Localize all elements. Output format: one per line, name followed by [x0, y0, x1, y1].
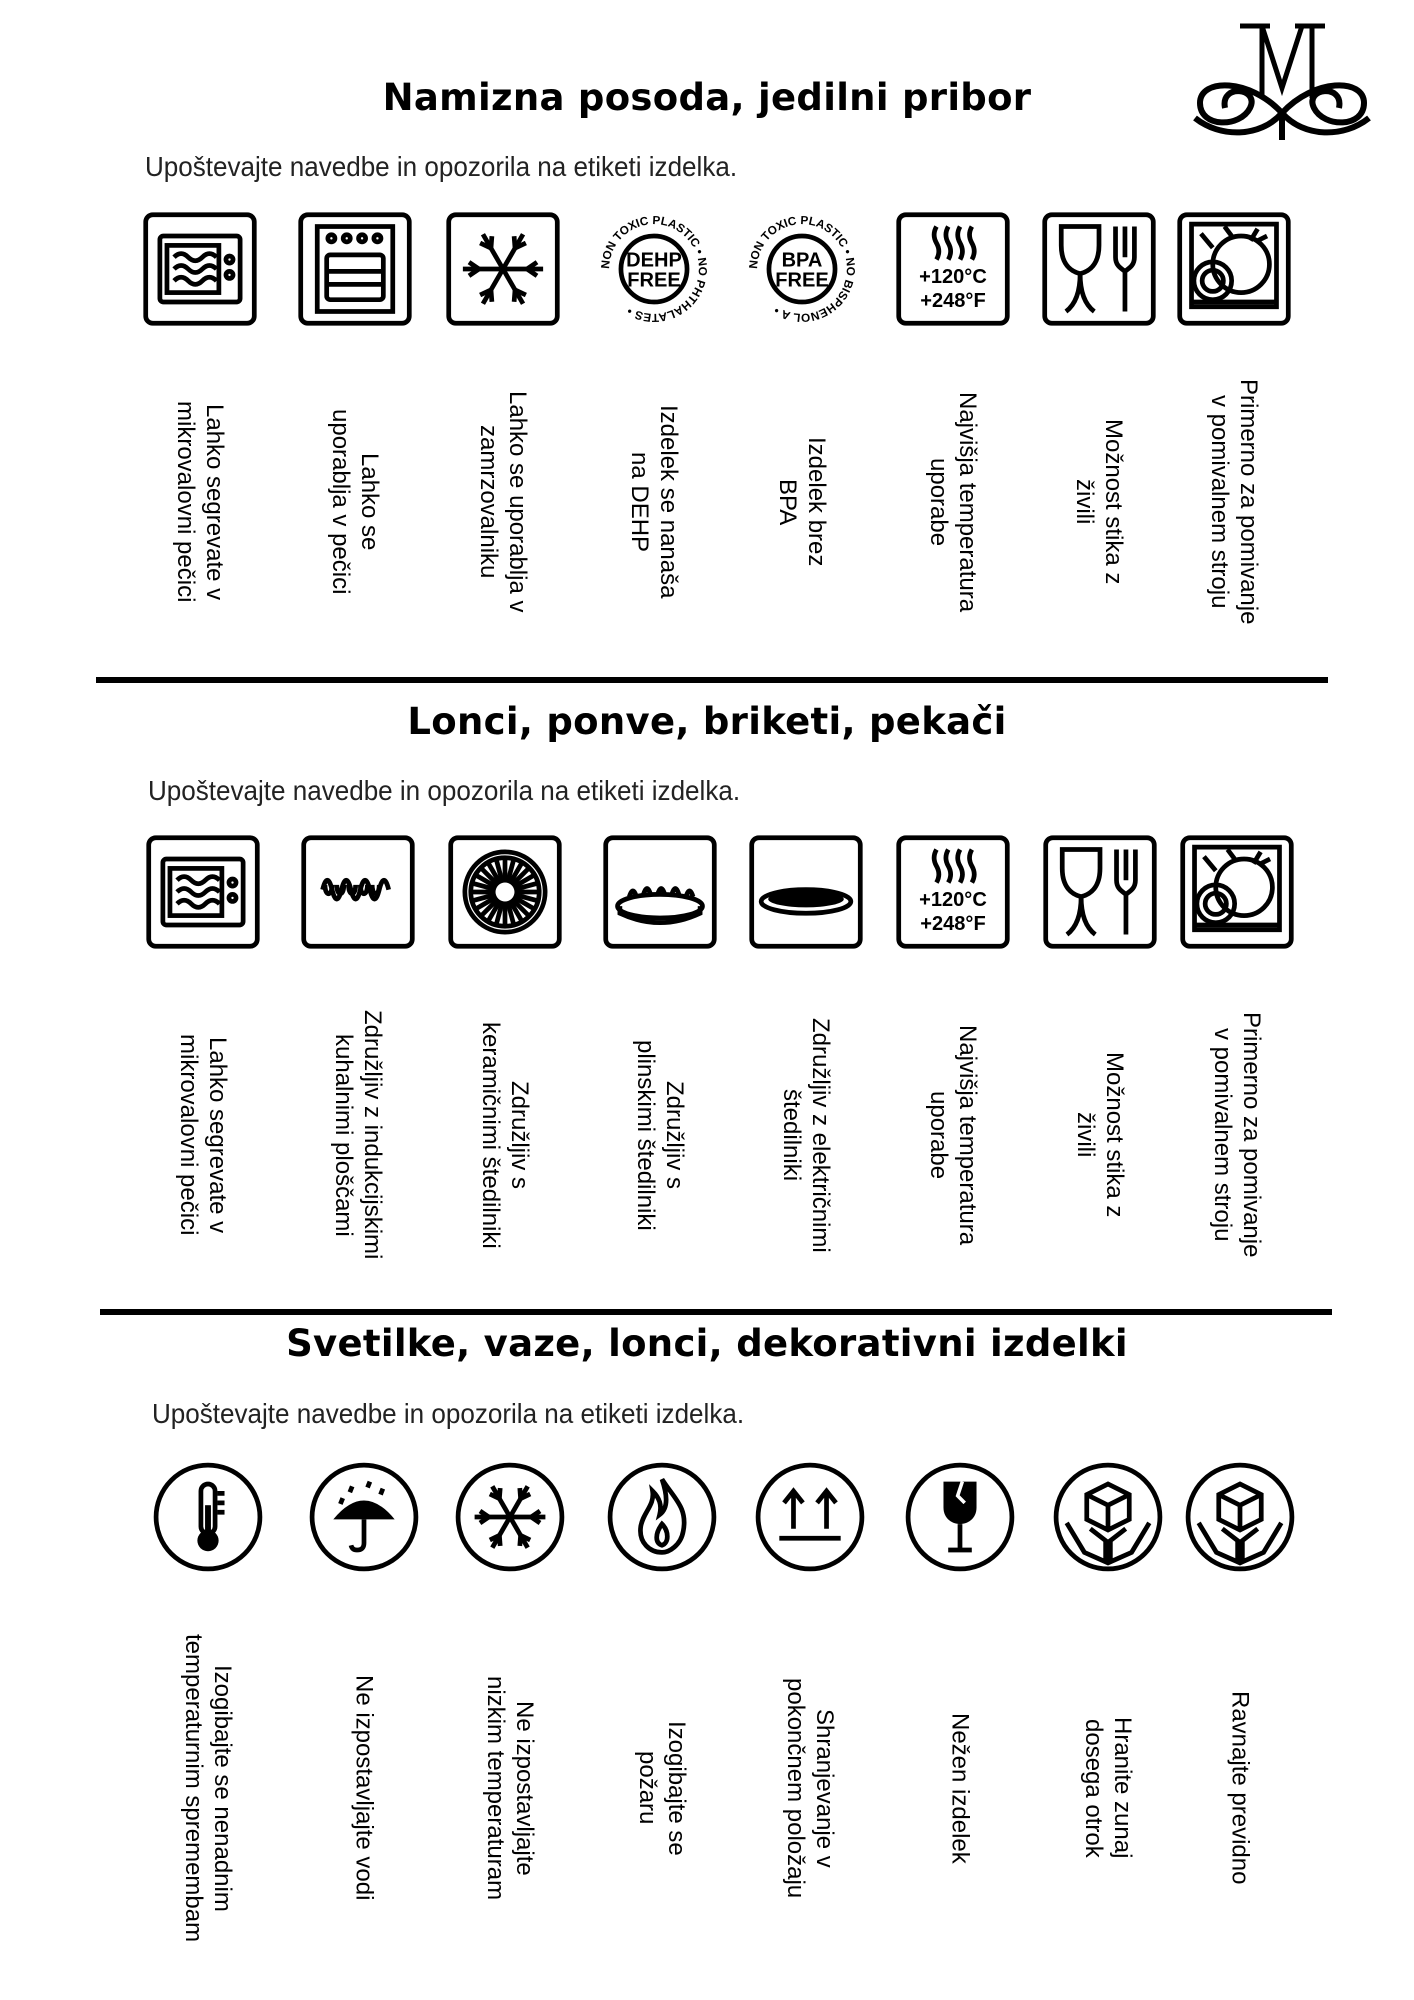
ceramic-hob-icon: [446, 833, 564, 951]
symbol-description: Nežen izdelek: [946, 1712, 974, 1864]
label-note: Upoštevajte navedbe in opozorila na etiketi izdelka.: [152, 1398, 745, 1429]
induction-icon: [299, 833, 417, 951]
symbol-description: Združljiv s keramičnimi štedilniki: [477, 1021, 533, 1249]
symbol-description: Izogibajte se nenadnim temperaturnim spremembam: [180, 1633, 236, 1943]
stamp-ring-text: NON TOXIC PLASTIC • NO PHTHALATES •: [599, 214, 709, 324]
electric-hob-icon: [747, 833, 865, 951]
svg-text:+120°C: +120°C: [919, 889, 987, 912]
umbrella-rain-icon: [305, 1458, 423, 1576]
microwave-icon: [144, 833, 262, 951]
snowflake-circle-icon: [451, 1458, 569, 1576]
symbol-description: Najvišja temperatura uporabe: [925, 391, 981, 613]
bpa-free-stamp-icon: [743, 210, 861, 328]
section-divider: [96, 677, 1328, 683]
symbol-description: Ravnajte previdno: [1226, 1691, 1254, 1885]
thermometer-icon: [149, 1458, 267, 1576]
food-safe-icon: [1040, 210, 1158, 328]
symbol-description: Lahko segrevate v mikrovalovni pečici: [172, 401, 228, 603]
section-title: Namizna posoda, jedilni pribor: [382, 76, 1032, 119]
dehp-free-stamp-icon: [595, 210, 713, 328]
food-safe-icon: [1041, 833, 1159, 951]
svg-text:+248°F: +248°F: [920, 289, 986, 312]
symbol-description: Najvišja temperatura uporabe: [925, 1024, 981, 1246]
label-note: Upoštevajte navedbe in opozorila na etiketi izdelka.: [145, 151, 738, 182]
symbol-description: Lahko segrevate v mikrovalovni pečici: [175, 1034, 231, 1236]
gas-burner-icon: [601, 833, 719, 951]
symbol-description: Možnost stika z živili: [1071, 419, 1127, 585]
section-title: Lonci, ponve, briketi, pekači: [407, 700, 1007, 743]
svg-text:DEHP: DEHP: [626, 249, 682, 272]
symbol-description: Shranjevanje v pokončnem položaju: [782, 1677, 838, 1899]
symbol-description: Lahko se uporablja v zamrzovalniku: [475, 391, 531, 613]
fragile-glass-icon: [901, 1458, 1019, 1576]
stamp-ring-text: NON TOXIC PLASTIC • NO BISPHENOL A •: [747, 214, 857, 325]
symbol-description: Primerno za pomivanje v pomivalnem stroju: [1206, 379, 1262, 625]
symbol-description: Možnost stika z živili: [1072, 1052, 1128, 1218]
label-note: Upoštevajte navedbe in opozorila na etiketi izdelka.: [148, 775, 741, 806]
symbol-description: Ne izpostavljajte vodi: [350, 1675, 378, 1901]
dishwasher-icon: [1175, 210, 1293, 328]
symbol-description: Lahko se uporablja v pečici: [327, 409, 383, 595]
oven-icon: [296, 210, 414, 328]
symbol-description: Združljiv s plinskimi štedilniki: [632, 1039, 688, 1231]
symbol-description: Ne izpostavljajte nizkim temperaturam: [482, 1675, 538, 1901]
svg-text:FREE: FREE: [775, 269, 829, 292]
section-divider: [100, 1309, 1332, 1315]
max-temperature-icon: [894, 833, 1012, 951]
symbol-description: Izdelek se nanaša na DEHP: [626, 405, 682, 599]
symbol-description: Izdelek brez BPA: [774, 437, 830, 567]
symbol-description: Združljiv z električnimi štedilniki: [778, 1017, 834, 1253]
svg-text:+120°C: +120°C: [919, 266, 987, 289]
hands-box-icon: [1049, 1458, 1167, 1576]
snowflake-box-icon: [444, 210, 562, 328]
hands-box-icon: [1181, 1458, 1299, 1576]
svg-text:BPA: BPA: [781, 249, 823, 272]
symbol-description: Združljiv z indukcijskimi kuhalnimi ploščami: [330, 1010, 386, 1260]
svg-text:+248°F: +248°F: [920, 912, 986, 935]
max-temperature-icon: [894, 210, 1012, 328]
symbol-description: Izogibajte se požaru: [634, 1720, 690, 1856]
flame-icon: [603, 1458, 721, 1576]
microwave-icon: [141, 210, 259, 328]
svg-text:FREE: FREE: [627, 269, 681, 292]
dishwasher-icon: [1178, 833, 1296, 951]
symbol-description: Primerno za pomivanje v pomivalnem stroju: [1209, 1012, 1265, 1258]
symbol-description: Hranite zunaj dosega otrok: [1080, 1717, 1136, 1859]
section-title: Svetilke, vaze, lonci, dekorativni izdelki: [286, 1322, 1128, 1365]
this-way-up-icon: [751, 1458, 869, 1576]
